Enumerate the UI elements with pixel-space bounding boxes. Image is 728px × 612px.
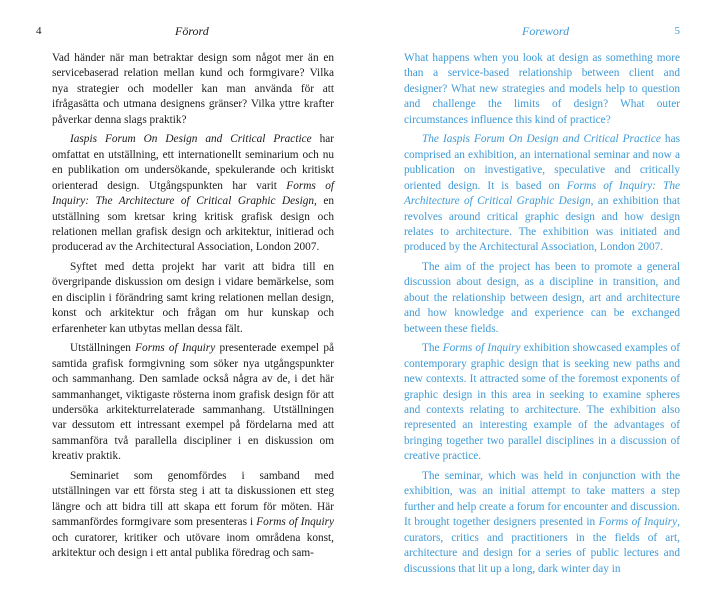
body-text <box>404 51 680 581</box>
text-run: What happens when you look at design as something more than a service-based relationship between client and designer? What new strategies and models help to question and challenge the limits of design? What outer circumstances influence this kind of practice? <box>404 52 680 126</box>
running-head: Förord <box>175 24 209 38</box>
text-run: Vad händer när man betraktar design som något mer än en servicebaserad relation mellan kund och formgivare? Vilka nya strategier och modeller kan man använda för att ifrågasätta och utmana designens gränser? Vilka yttre krafter påverkar denna slags praktik? <box>52 52 334 126</box>
right-page <box>364 0 728 612</box>
text-run: och curatorer, kritiker och utövare inom områdena konst, arkitektur och design i ett antal publika föredrag och sam- <box>52 531 334 560</box>
text-run: The aim of the project has been to promote a general discussion about design, as a discipline in transition, and about the relationship between design, art and architecture and how knowledge and experience can be exchanged between these fields. <box>404 260 680 335</box>
italic-title: Forms of Inquiry <box>598 516 678 529</box>
italic-title: Forms of Inquiry <box>135 342 216 355</box>
text-run: presenterade exempel på samtida grafisk formgivning som söker nya utgångspunkter och sammanhang. Den samlade också några av de, i det här sammanhanget, viktigaste rösterna inom grafisk design för att undersöka arkitekturrelaterade sammanhang. Utställningen var dessutom ett intressant exempel på fördelarna med att sammanföra två parallella discipliner i en diskussion om kreativ praktik. <box>52 342 334 463</box>
text-run: Syftet med detta projekt har varit att bidra till en övergripande diskussion om design i vidare bemärkelse, som en disciplin i förändring samt kring relationen mellan design, konst och arkitektur och frågan om hur kunskap och erfarenheter kan utbytas mellan dessa fält. <box>52 260 334 335</box>
italic-title: Forms of Inquiry <box>256 516 334 529</box>
paragraph <box>52 469 334 562</box>
body-text <box>52 51 334 566</box>
italic-title: Forms of Inquiry: The Architecture of Critical Graphic Design <box>52 179 334 208</box>
text-run: har omfattat en utställning, ett internationellt seminarium och nu en publikation om undersökande, spekulerande och kritiskt orienterad design. Utgångspunkten har varit <box>52 133 335 192</box>
paragraph <box>52 341 334 465</box>
text-run: has comprised an exhibition, an international seminar and now a publication on investigative, speculative and critically oriented design. It is based on <box>404 133 680 192</box>
paragraph <box>52 260 334 337</box>
text-run: The <box>422 342 443 355</box>
italic-title: Forms of Inquiry: The Architecture of Critical Graphic Design <box>404 179 680 208</box>
text-run: Seminariet som genomfördes i samband med utställningen var ett första steg i att ta diskussionen ett steg längre och att bidra till att skapa ett forum för möten. Här sammanfördes formgivare som presenteras i <box>52 469 334 529</box>
italic-title: The Iaspis Forum On Design and Critical Practice <box>422 133 661 146</box>
paragraph <box>404 260 680 337</box>
text-run: , curators, critics and practitioners in the fields of art, architecture and design for a series of public lectures and discussions that lit up a long, dark winter day in <box>404 516 680 575</box>
text-run: Utställningen <box>70 342 136 355</box>
paragraph <box>404 469 680 577</box>
running-head: Foreword <box>522 24 570 38</box>
paragraph <box>404 132 680 256</box>
text-run: exhibition showcased examples of contemporary graphic design that is seeking new paths and new contexts. It attracted some of the foremost exponents of graphic design in this area in seeking to examine spheres and contexts relating to architecture. The exhibition also represented an interesting example of the advantages of bringing together two parallel disciplines in a discussion of creative practice. <box>404 342 680 463</box>
text-run: , en utställning som kretsar kring kritisk grafisk design och relationen mellan grafisk design och arkitektur, initierad och producerad av the Architectural Association, London 2007. <box>52 195 335 254</box>
page-number: 4 <box>36 25 42 37</box>
text-run: , an exhibition that revolves around critical graphic design and how design relates to architecture. The exhibition was initiated and produced by the Architectural Association, London 2007. <box>404 195 680 254</box>
italic-title: Iaspis Forum On Design and Critical Practice <box>70 133 312 146</box>
page-number: 5 <box>674 25 680 37</box>
text-run: The seminar, which was held in conjunction with the exhibition, was an initial attempt to take matters a step further and help create a forum for encounter and discussion. It brought together designers presented in <box>404 469 680 529</box>
italic-title: Forms of Inquiry <box>442 342 521 355</box>
paragraph <box>404 341 680 465</box>
paragraph <box>52 132 334 256</box>
paragraph <box>404 51 680 128</box>
paragraph <box>52 51 334 128</box>
